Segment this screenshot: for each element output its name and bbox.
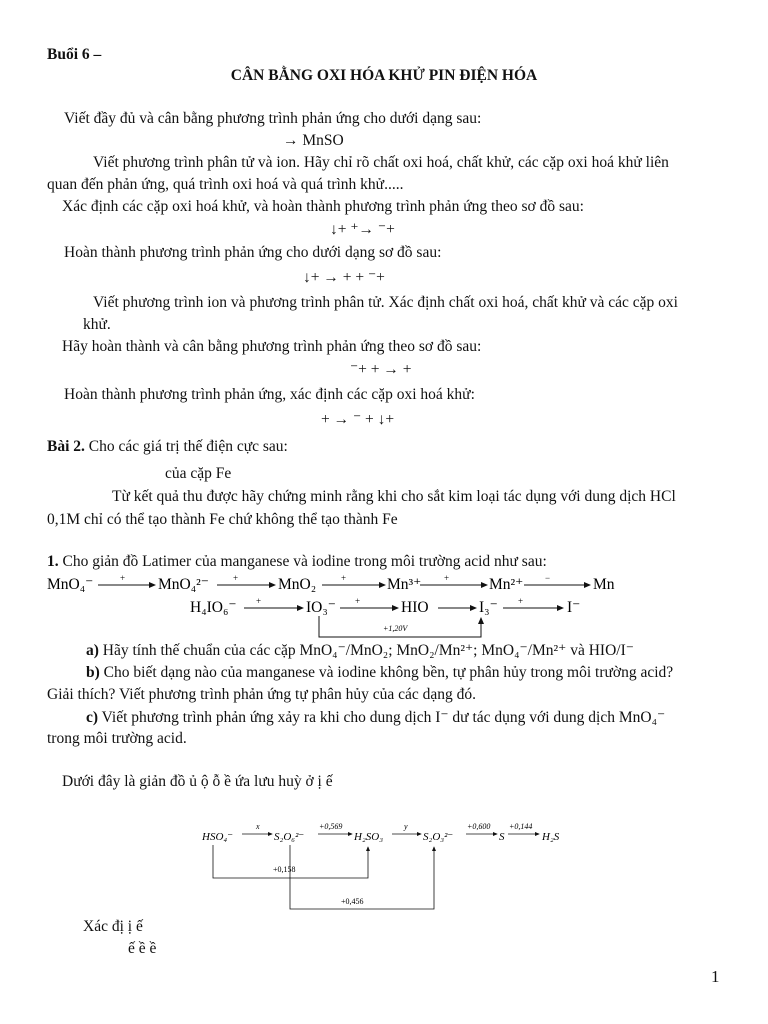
arrow-label: + xyxy=(341,573,347,583)
latimer-species: Mn xyxy=(593,576,615,593)
page-number: 1 xyxy=(711,967,720,986)
latimer-species: MnO₄⁻ xyxy=(47,576,94,593)
latimer-species: S₂O₆²⁻ xyxy=(274,831,305,843)
subquestion-text: Viết phương trình phản ứng xảy ra khi cho dung dịch I⁻ dư tác dụng với dung dịch MnO₄⁻ xyxy=(98,709,666,726)
arrow-label: + xyxy=(120,573,126,583)
problem-text: Viết đầy đủ và cân bằng phương trình phản ứng cho dưới dạng sau: xyxy=(64,110,482,127)
arrow-label: y xyxy=(404,822,408,831)
arrow-label: + xyxy=(233,573,239,583)
latimer-diagram-mn-i xyxy=(0,566,768,642)
bridge-label: +1,20V xyxy=(383,624,408,633)
latimer-species: H₂S xyxy=(542,831,560,843)
problem-text: Hoàn thành phương trình phản ứng cho dưới dạng sơ đồ sau: xyxy=(64,244,442,261)
equation-text: ⁻+ + → + xyxy=(350,361,412,378)
latimer-diagram-sulfur xyxy=(0,815,768,915)
problem-text: ế ề ề xyxy=(128,940,157,957)
equation-text: → MnSO xyxy=(283,132,344,149)
problem-text: của cặp Fe xyxy=(165,465,232,482)
latimer-species: Mn³⁺ xyxy=(387,576,422,593)
latimer-species: IO₃⁻ xyxy=(306,599,336,616)
subquestion-a xyxy=(86,641,634,660)
arrow-label: + xyxy=(256,596,262,606)
subquestion-c xyxy=(86,708,665,727)
subquestion-text: Hãy tính thế chuẩn của các cặp MnO₄⁻/MnO₂; MnO₂/Mn²⁺; MnO₄⁻/Mn²⁺ và HIO/I⁻ xyxy=(98,642,634,659)
page-title: CÂN BẰNG OXI HÓA KHỬ PIN ĐIỆN HÓA xyxy=(230,67,538,84)
exercise-label: Bài 2. xyxy=(47,438,85,455)
question-text: Cho giản đồ Latimer của manganese và iodine trong môi trường acid như sau: xyxy=(58,553,547,570)
problem-text: khử. xyxy=(83,316,111,333)
problem-text: Hoàn thành phương trình phản ứng, xác định các cặp oxi hoá khử: xyxy=(64,386,475,403)
problem-text: Từ kết quả thu được hãy chứng minh rằng khi cho sắt kim loại tác dụng với dung dịch HCl xyxy=(112,488,676,505)
arrow-label: +0,569 xyxy=(319,822,343,831)
arrow-label: + xyxy=(518,596,524,606)
subquestion-b xyxy=(86,664,673,682)
arrow-label: + xyxy=(355,596,361,606)
latimer-species: H₄IO₆⁻ xyxy=(190,599,237,616)
arrow-label: − xyxy=(545,573,551,583)
latimer-species: HIO xyxy=(401,599,429,616)
equation-text: ↓+ ⁺→ ⁻+ xyxy=(330,221,395,238)
subquestion-label: a) xyxy=(86,642,99,659)
subquestion-text: trong môi trường acid. xyxy=(47,730,187,747)
problem-text: Dưới đây là giản đồ ủ ộ ỗ ề ứa lưu huỳ ở ị ế xyxy=(62,773,333,790)
subquestion-text: Giải thích? Viết phương trình phản ứng tự phân hủy của các dạng đó. xyxy=(47,686,477,703)
latimer-species: MnO₂ xyxy=(278,576,317,593)
arrow-label: +0,600 xyxy=(467,822,491,831)
problem-text: Viết phương trình phân tử và ion. Hãy chỉ rõ chất oxi hoá, chất khử, các cặp oxi hoá khử liên xyxy=(93,154,669,171)
latimer-species: H₂SO₃ xyxy=(354,831,384,843)
latimer-species: I⁻ xyxy=(567,599,581,616)
equation-text: ↓+ → + + ⁻+ xyxy=(303,269,385,286)
subquestion-text: Cho biết dạng nào của manganese và iodine không bền, tự phân hủy trong môi trường acid? xyxy=(99,664,674,681)
latimer-species: S xyxy=(499,831,505,843)
problem-text: Xác định các cặp oxi hoá khử, và hoàn thành phương trình phản ứng theo sơ đồ sau: xyxy=(62,198,584,215)
problem-text: quan đến phản ứng, quá trình oxi hoá và quá trình khử..... xyxy=(47,176,404,193)
latimer-species: I₃⁻ xyxy=(479,599,498,616)
problem-text: Hãy hoàn thành và cân bằng phương trình phản ứng theo sơ đồ sau: xyxy=(62,338,482,355)
subquestion-label: b) xyxy=(86,664,100,681)
session-label: Buổi 6 – xyxy=(47,46,102,63)
bridge-label: +0,158 xyxy=(273,865,296,874)
subquestion-label: c) xyxy=(86,709,99,726)
problem-text: Viết phương trình ion và phương trình phân tử. Xác định chất oxi hoá, chất khử và các cặp oxi xyxy=(93,294,678,311)
exercise-heading xyxy=(47,438,288,456)
arrow-label: +0,144 xyxy=(509,822,533,831)
equation-text: + → ⁻ + ↓+ xyxy=(321,411,395,428)
question-number: 1. xyxy=(47,553,59,570)
bridge-label: +0,456 xyxy=(341,897,364,906)
problem-text: Xác đị ị ế xyxy=(83,918,143,935)
latimer-species: HSO₄⁻ xyxy=(202,831,234,843)
exercise-text: Cho các giá trị thế điện cực sau: xyxy=(84,438,288,455)
latimer-species: Mn²⁺ xyxy=(489,576,524,593)
latimer-species: S₂O₃²⁻ xyxy=(423,831,454,843)
arrow-label: + xyxy=(444,573,450,583)
arrow-label: x xyxy=(256,822,260,831)
latimer-species: MnO₄²⁻ xyxy=(158,576,209,593)
problem-text: 0,1M chỉ có thể tạo thành Fe chứ không thể tạo thành Fe xyxy=(47,511,398,528)
